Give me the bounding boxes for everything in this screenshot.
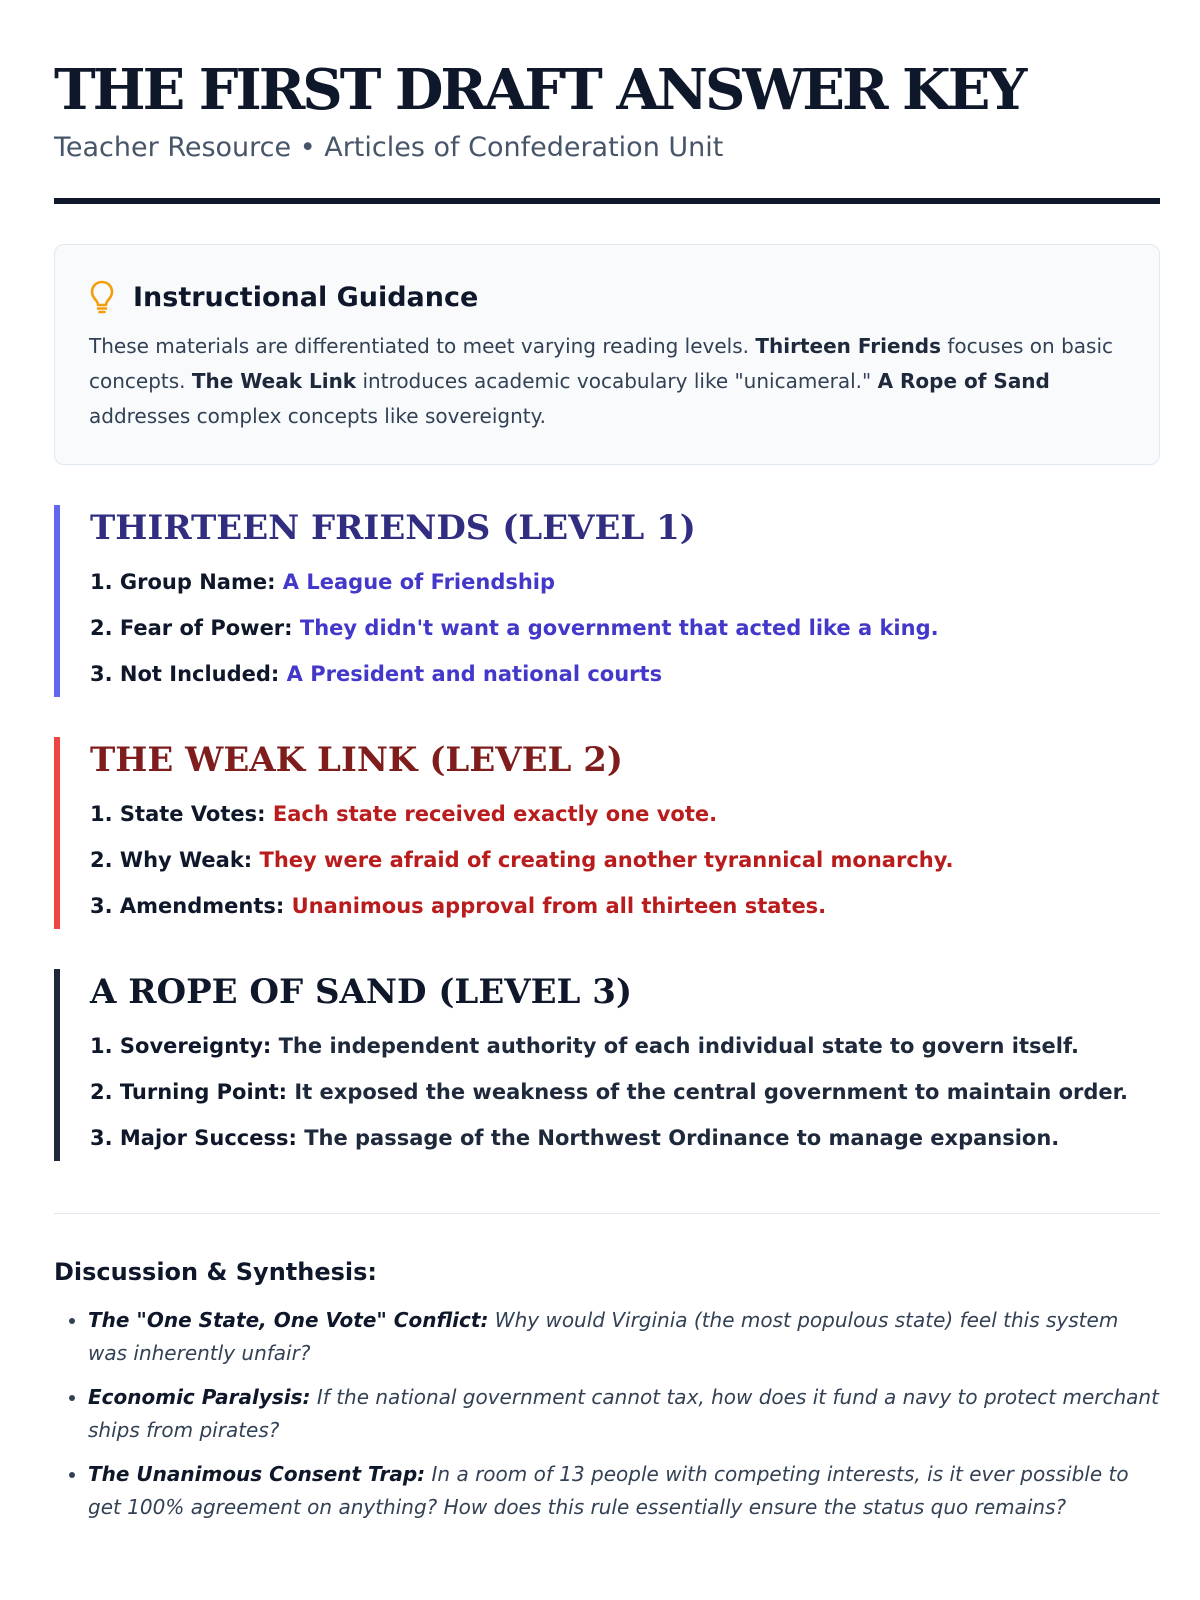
answer-label: 3. Major Success:: [90, 1126, 297, 1150]
discussion-list: [54, 1304, 1160, 1524]
answer-text: The independent authority of each individual state to govern itself.: [278, 1034, 1079, 1058]
answer-item: [90, 1115, 1160, 1161]
lightbulb-icon: [89, 279, 115, 315]
answer-text: Each state received exactly one vote.: [272, 802, 718, 826]
answer-text: They didn't want a government that acted like a king.: [299, 616, 939, 640]
guidance-text-level3: addresses complex concepts like sovereignty.: [89, 404, 546, 428]
answer-label: 1. Group Name:: [90, 570, 276, 594]
discussion-text: If the national government cannot tax, how does it fund a navy to protect merchant ships from pirates?: [88, 1385, 1159, 1442]
answer-text: They were afraid of creating another tyrannical monarchy.: [259, 848, 954, 872]
section-divider: [54, 1213, 1160, 1214]
page-subtitle: Teacher Resource • Articles of Confederation Unit: [54, 132, 724, 163]
answer-item: [90, 883, 1160, 929]
guidance-intro: These materials are differentiated to meet varying reading levels.: [89, 334, 756, 358]
answer-label: 3. Not Included:: [90, 662, 280, 686]
guidance-text: [89, 329, 1125, 434]
guidance-text-level1: focuses on basic concepts.: [89, 334, 1114, 393]
answer-text: A President and national courts: [286, 662, 663, 686]
level-2-section: [54, 737, 1160, 929]
page-title: THE FIRST DRAFT ANSWER KEY: [54, 57, 1025, 123]
answer-item: [90, 837, 1160, 883]
answer-item: [90, 605, 1160, 651]
answer-item: [90, 559, 1160, 605]
level-2-title: THE WEAK LINK (LEVEL 2): [90, 740, 624, 780]
guidance-header: [89, 279, 1125, 315]
answer-item: [90, 1069, 1160, 1115]
answer-label: 1. Sovereignty:: [90, 1034, 272, 1058]
discussion-lead: The Unanimous Consent Trap:: [88, 1462, 426, 1486]
discussion-lead: Economic Paralysis:: [88, 1385, 311, 1409]
answer-item: [90, 791, 1160, 837]
answer-text: Unanimous approval from all thirteen states.: [291, 894, 827, 918]
answer-key-page: [54, 52, 1160, 1535]
discussion-item: [88, 1458, 1160, 1524]
answer-label: 2. Why Weak:: [90, 848, 253, 872]
answer-text: A League of Friendship: [282, 570, 556, 594]
guidance-term-level1: Thirteen Friends: [755, 334, 941, 358]
level-1-title: THIRTEEN FRIENDS (LEVEL 1): [90, 508, 696, 548]
guidance-text-level2: introduces academic vocabulary like "unicameral.": [356, 369, 878, 393]
discussion-item: [88, 1304, 1160, 1370]
answer-item: [90, 651, 1160, 697]
discussion-text: Why would Virginia (the most populous state) feel this system was inherently unfair?: [88, 1308, 1119, 1365]
guidance-term-level2: The Weak Link: [191, 369, 357, 393]
level-3-title: A ROPE OF SAND (LEVEL 3): [90, 972, 633, 1012]
answer-text: It exposed the weakness of the central government to maintain order.: [294, 1080, 1129, 1104]
level-3-section: [54, 969, 1160, 1161]
answer-label: 1. State Votes:: [90, 802, 266, 826]
answer-item: [90, 1023, 1160, 1069]
guidance-term-level3: A Rope of Sand: [877, 369, 1050, 393]
answer-label: 2. Turning Point:: [90, 1080, 288, 1104]
discussion-lead: The "One State, One Vote" Conflict:: [88, 1308, 489, 1332]
guidance-title: Instructional Guidance: [133, 281, 479, 313]
answer-label: 2. Fear of Power:: [90, 616, 293, 640]
discussion-title: Discussion & Synthesis:: [54, 1258, 378, 1286]
discussion-text: In a room of 13 people with competing interests, is it ever possible to get 100% agreement on anything? How does this rule essentially ensure the status quo remains?: [88, 1462, 1129, 1519]
answer-label: 3. Amendments:: [90, 894, 285, 918]
instructional-guidance-box: [54, 244, 1160, 465]
discussion-item: [88, 1381, 1160, 1447]
header-divider: [54, 198, 1160, 204]
answer-text: The passage of the Northwest Ordinance to manage expansion.: [304, 1126, 1060, 1150]
level-1-section: [54, 505, 1160, 697]
